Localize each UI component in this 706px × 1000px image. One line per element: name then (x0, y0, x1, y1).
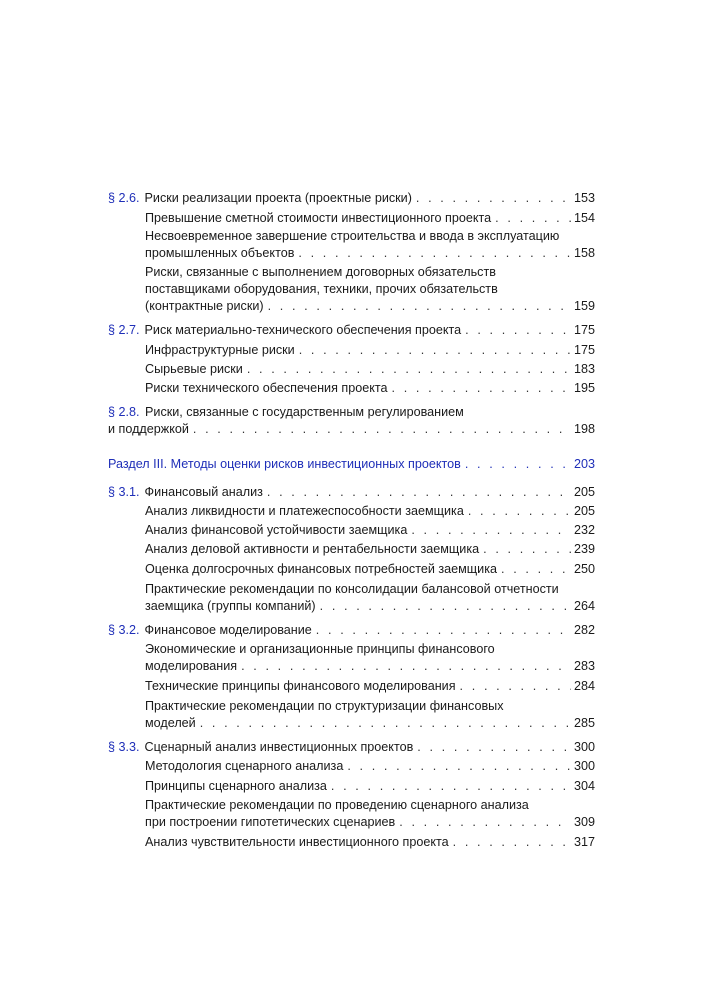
leader-dots (268, 298, 571, 314)
entry-title: Превышение сметной стоимости инвестиционного проекта (145, 211, 492, 225)
page-number: 239 (573, 542, 595, 556)
toc-entry-3-1-5[interactable] (145, 598, 595, 614)
toc-part-3[interactable] (108, 456, 595, 472)
entry-title: Финансовый анализ (144, 485, 263, 499)
entry-title: моделей (145, 716, 196, 730)
entry-title: (контрактные риски) (145, 299, 264, 313)
page-number: 309 (573, 815, 595, 829)
toc-entry-3-2-1-line1[interactable]: Экономические и организационные принципы финансового (145, 642, 495, 656)
leader-dots (392, 380, 571, 396)
toc-entry-2-7-2[interactable] (145, 361, 595, 377)
toc-entry-3-3-3-line1[interactable]: Практические рекомендации по проведению сценарного анализа (145, 798, 529, 812)
leader-dots (193, 421, 571, 437)
toc-entry-2-6-2[interactable] (145, 245, 595, 261)
section-number: § 3.3. (108, 740, 140, 754)
leader-dots (460, 678, 571, 694)
leader-dots (298, 245, 571, 261)
page-number: 285 (573, 716, 595, 730)
entry-title: промышленных объектов (145, 246, 295, 260)
section-number: § 2.8. (108, 405, 140, 419)
entry-title: Сырьевые риски (145, 362, 243, 376)
entry-title: Технические принципы финансового моделирования (145, 679, 456, 693)
leader-dots (241, 658, 571, 674)
entry-title: Риски, связанные с государственным регулированием (145, 405, 464, 419)
part-title: Раздел III. Методы оценки рисков инвестиционных проектов (108, 457, 461, 471)
page-number: 153 (573, 191, 595, 205)
page-number: 159 (573, 299, 595, 313)
leader-dots (465, 322, 571, 338)
page-number: 203 (573, 457, 595, 471)
toc-entry-2-6-2-line1[interactable]: Несвоевременное завершение строительства и ввода в эксплуатацию (145, 229, 560, 243)
section-number: § 3.2. (108, 623, 140, 637)
entry-title: Инфраструктурные риски (145, 343, 295, 357)
entry-title: заемщика (группы компаний) (145, 599, 316, 613)
toc-entry-2-6-1[interactable] (145, 210, 595, 226)
entry-title: Риск материально-технического обеспечения проекта (144, 323, 462, 337)
entry-title: Анализ финансовой устойчивости заемщика (145, 523, 408, 537)
toc-entry-3-1-3[interactable] (145, 541, 595, 557)
page-number: 264 (573, 599, 595, 613)
entry-title: Анализ чувствительности инвестиционного проекта (145, 835, 449, 849)
leader-dots (416, 190, 571, 206)
toc-entry-2-6-3[interactable] (145, 298, 595, 314)
leader-dots (247, 361, 571, 377)
page-number: 300 (573, 740, 595, 754)
toc-entry-3-2-3[interactable] (145, 715, 595, 731)
entry-title: Риски реализации проекта (проектные риски) (144, 191, 412, 205)
toc-entry-2-6-3-line1[interactable]: Риски, связанные с выполнением договорных обязательств (145, 265, 496, 279)
page-number: 283 (573, 659, 595, 673)
page-number: 175 (573, 323, 595, 337)
toc-entry-3-3-2[interactable] (145, 778, 595, 794)
toc-entry-3-1-1[interactable] (145, 503, 595, 519)
page-number: 284 (573, 679, 595, 693)
page-number: 300 (573, 759, 595, 773)
toc-entry-3-1[interactable] (108, 484, 595, 500)
entry-title: Сценарный анализ инвестиционных проектов (144, 740, 414, 754)
leader-dots (267, 484, 571, 500)
leader-dots (331, 778, 571, 794)
page-number: 158 (573, 246, 595, 260)
toc-entry-2-7-3[interactable] (145, 380, 595, 396)
entry-title: Анализ ликвидности и платежеспособности заемщика (145, 504, 464, 518)
toc-entry-3-3-1[interactable] (145, 758, 595, 774)
page-number: 205 (573, 504, 595, 518)
leader-dots (501, 561, 571, 577)
entry-title: при построении гипотетических сценариев (145, 815, 396, 829)
toc-entry-3-2-2[interactable] (145, 678, 595, 694)
section-number: § 2.6. (108, 191, 140, 205)
page-number: 304 (573, 779, 595, 793)
toc-entry-2-7[interactable] (108, 322, 595, 338)
leader-dots (453, 834, 571, 850)
entry-title: Анализ деловой активности и рентабельности заемщика (145, 542, 480, 556)
page-number: 183 (573, 362, 595, 376)
entry-title: и поддержкой (108, 422, 189, 436)
entry-title: Принципы сценарного анализа (145, 779, 327, 793)
toc-entry-3-2-1[interactable] (145, 658, 595, 674)
page-number: 198 (573, 422, 595, 436)
leader-dots (465, 456, 571, 472)
toc-entry-3-1-2[interactable] (145, 522, 595, 538)
leader-dots (299, 342, 571, 358)
leader-dots (468, 503, 571, 519)
entry-title: моделирования (145, 659, 238, 673)
toc-entry-2-8-line1[interactable] (108, 404, 464, 420)
toc-entry-3-3[interactable] (108, 739, 595, 755)
toc-entry-2-6-3-line2[interactable]: поставщиками оборудования, техники, прочих обязательств (145, 282, 498, 296)
toc-entry-3-3-3[interactable] (145, 814, 595, 830)
toc-entry-3-3-4[interactable] (145, 834, 595, 850)
page-number: 232 (573, 523, 595, 537)
page-number: 317 (573, 835, 595, 849)
toc-entry-3-1-4[interactable] (145, 561, 595, 577)
page-number: 175 (573, 343, 595, 357)
toc-entry-3-2[interactable] (108, 622, 595, 638)
page-number: 154 (573, 211, 595, 225)
entry-title: Оценка долгосрочных финансовых потребностей заемщика (145, 562, 497, 576)
entry-title: Методология сценарного анализа (145, 759, 344, 773)
leader-dots (347, 758, 571, 774)
section-number: § 3.1. (108, 485, 140, 499)
toc-entry-2-8[interactable] (108, 421, 595, 437)
leader-dots (411, 522, 571, 538)
page-number: 205 (573, 485, 595, 499)
page-number: 250 (573, 562, 595, 576)
leader-dots (495, 210, 571, 226)
leader-dots (320, 598, 571, 614)
entry-title: Риски технического обеспечения проекта (145, 381, 388, 395)
leader-dots (200, 715, 571, 731)
toc-entry-2-6[interactable] (108, 190, 595, 206)
toc-entry-3-1-5-line1[interactable]: Практические рекомендации по консолидации балансовой отчетности (145, 582, 559, 596)
page-number: 195 (573, 381, 595, 395)
leader-dots (316, 622, 571, 638)
toc-entry-2-7-1[interactable] (145, 342, 595, 358)
page-number: 282 (573, 623, 595, 637)
leader-dots (417, 739, 571, 755)
toc-entry-3-2-3-line1[interactable]: Практические рекомендации по структуризации финансовых (145, 699, 504, 713)
leader-dots (399, 814, 571, 830)
leader-dots (483, 541, 571, 557)
entry-title: Финансовое моделирование (144, 623, 312, 637)
section-number: § 2.7. (108, 323, 140, 337)
